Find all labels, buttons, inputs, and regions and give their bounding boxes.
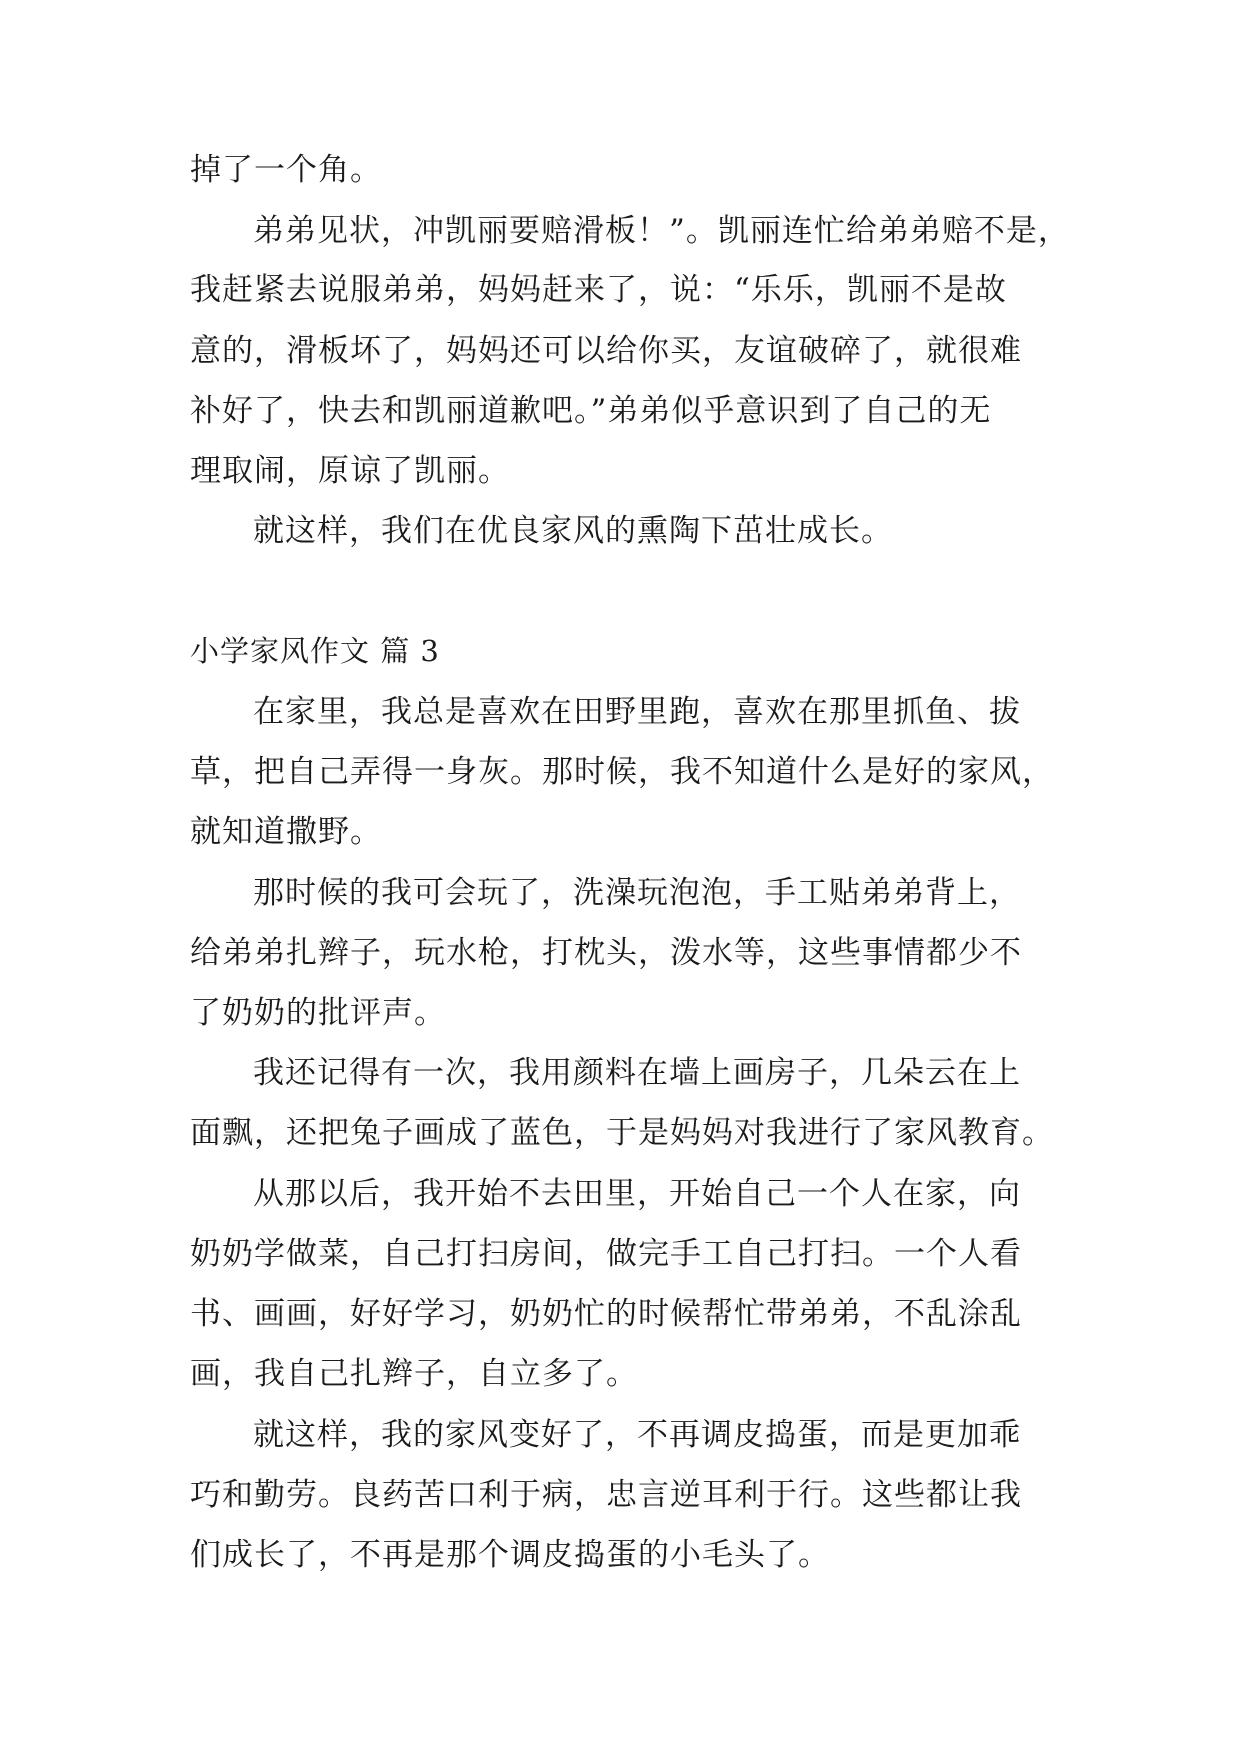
text-line: 们成长了，不再是那个调皮捣蛋的小毛头了。: [190, 1537, 830, 1573]
text-line: 意的，滑板坏了，妈妈还可以给你买，友谊破碎了，就很难: [190, 333, 1022, 369]
text-line: 在家里，我总是喜欢在田野里跑，喜欢在那里抓鱼、拔: [253, 694, 1021, 730]
text-line: 补好了，快去和凯丽道歉吧。”弟弟似乎意识到了自己的无: [190, 393, 992, 429]
text-line: 给弟弟扎辫子，玩水枪，打枕头，泼水等，这些事情都少不: [190, 935, 1022, 971]
text-line: 掉了一个角。: [190, 152, 382, 188]
text-line: 就这样，我们在优良家风的熏陶下茁壮成长。: [253, 513, 893, 549]
text-line: 草，把自己弄得一身灰。那时候，我不知道什么是好的家风，: [190, 754, 1054, 790]
text-line: 面飘，还把兔子画成了蓝色，于是妈妈对我进行了家风教育。: [190, 1115, 1054, 1151]
text-line: 书、画画，好好学习，奶奶忙的时候帮忙带弟弟，不乱涂乱: [190, 1296, 1022, 1332]
text-line: 巧和勤劳。良药苦口利于病，忠言逆耳利于行。这些都让我: [190, 1477, 1022, 1513]
text-line: 画，我自己扎辫子，自立多了。: [190, 1356, 638, 1392]
text-line: 了奶奶的批评声。: [190, 995, 446, 1031]
text-line: 弟弟见状，冲凯丽要赔滑板！”。凯丽连忙给弟弟赔不是，: [253, 213, 1070, 249]
text-line: 奶奶学做菜，自己打扫房间，做完手工自己打扫。一个人看: [190, 1236, 1022, 1272]
text-line: 那时候的我可会玩了，洗澡玩泡泡，手工贴弟弟背上，: [253, 875, 1021, 911]
text-line: 就这样，我的家风变好了，不再调皮捣蛋，而是更加乖: [253, 1417, 1021, 1453]
text-line: 我赶紧去说服弟弟，妈妈赶来了，说：“乐乐，凯丽不是故: [190, 272, 1007, 308]
text-line: 从那以后，我开始不去田里，开始自己一个人在家，向: [253, 1176, 1021, 1212]
text-line: 我还记得有一次，我用颜料在墙上画房子，几朵云在上: [253, 1055, 1021, 1091]
text-line: 理取闹，原谅了凯丽。: [190, 453, 510, 489]
section-heading: 小学家风作文 篇 3: [190, 634, 440, 668]
text-line: 就知道撒野。: [190, 814, 382, 850]
